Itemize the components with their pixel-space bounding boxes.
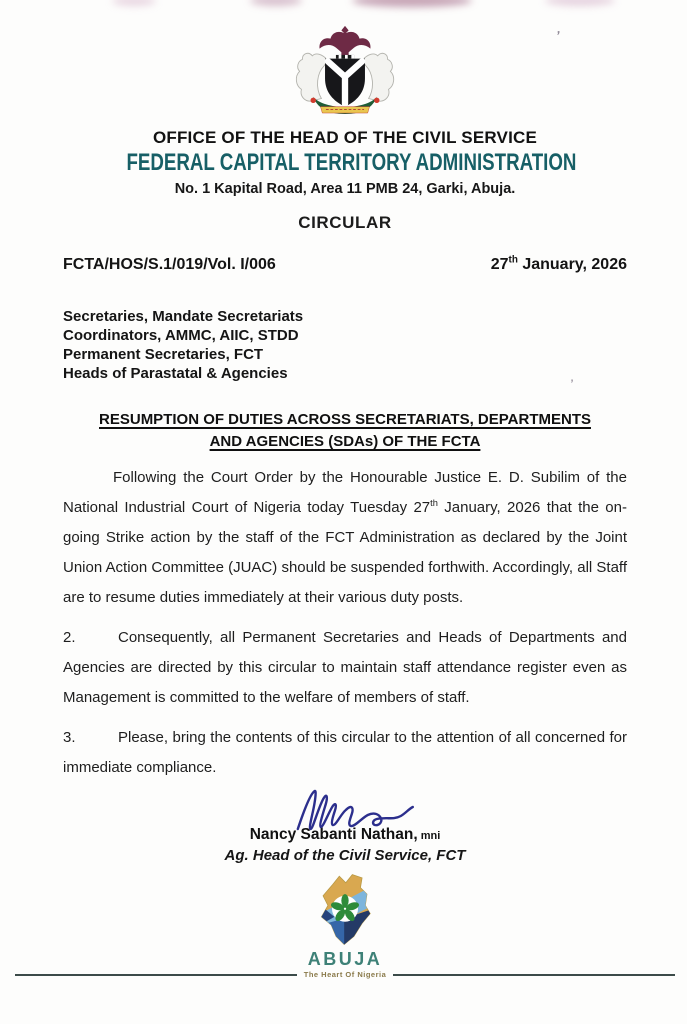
paragraph-number: 3.: [63, 729, 76, 746]
paragraph-2: 2. Consequently, all Permanent Secretaries and Heads of Departments and Agencies are directed by this circular to maintain staff attendance register even as Management is committed to the welfare of members of staff.: [63, 623, 627, 713]
addressee-line: Coordinators, AMMC, AIIC, STDD: [63, 327, 299, 344]
paragraph-number: 2.: [63, 629, 76, 646]
organisation-heading: FEDERAL CAPITAL TERRITORY ADMINISTRATION: [126, 149, 577, 176]
abuja-fct-map-icon: [308, 873, 382, 951]
abuja-logo: [63, 873, 627, 951]
footer: [63, 873, 627, 979]
footer-rule-row: [15, 970, 675, 979]
signature-block: [63, 795, 627, 865]
addressee-block: [63, 307, 627, 383]
footer-rule-left: [15, 974, 297, 976]
subject-heading: RESUMPTION OF DUTIES ACROSS SECRETARIATS, DEPARTMENTS AND AGENCIES (SDAs) OF THE FCTA: [99, 411, 591, 450]
scan-artifact: ’: [569, 377, 574, 391]
footer-rule-right: [393, 974, 675, 976]
signatory-title: Ag. Head of the Civil Service, FCT: [224, 847, 466, 864]
scan-artifact: ’: [554, 27, 562, 44]
footer-tagline: The Heart Of Nigeria: [303, 970, 387, 979]
paragraph-3: 3. Please, bring the contents of this circular to the attention of all concerned for immediate compliance.: [63, 723, 627, 783]
signatory-name: Nancy Sabanti Nathan, mni: [249, 826, 441, 843]
letterhead-crest: [63, 0, 627, 124]
handwritten-signature-icon: [278, 781, 438, 843]
addressee-line: Heads of Parastatal & Agencies: [63, 365, 288, 382]
reference-row: [63, 255, 627, 275]
addressee-line: Permanent Secretaries, FCT: [63, 346, 264, 363]
nigeria-coat-of-arms-icon: [286, 24, 404, 124]
document-type-heading: CIRCULAR: [298, 213, 392, 232]
addressee-line: Secretaries, Mandate Secretariats: [63, 308, 304, 325]
address-line: No. 1 Kapital Road, Area 11 PMB 24, Garki, Abuja.: [174, 181, 516, 197]
document-date: 27th January, 2026: [490, 254, 627, 273]
footer-brand-text: ABUJA: [307, 949, 383, 969]
paragraph-1: Following the Court Order by the Honourable Justice E. D. Subilim of the National Industrial Court of Nigeria today Tuesday 27th January, 2026 that the on-going Strike action by the staff of the FCT Administration as declared by the Joint Union Action Committee (JUAC) should be suspended forthwith. Accordingly, all Staff are to resume duties immediately at their various duty posts.: [63, 469, 627, 606]
office-heading: OFFICE OF THE HEAD OF THE CIVIL SERVICE: [152, 128, 538, 147]
reference-number: FCTA/HOS/S.1/019/Vol. I/006: [63, 256, 276, 273]
